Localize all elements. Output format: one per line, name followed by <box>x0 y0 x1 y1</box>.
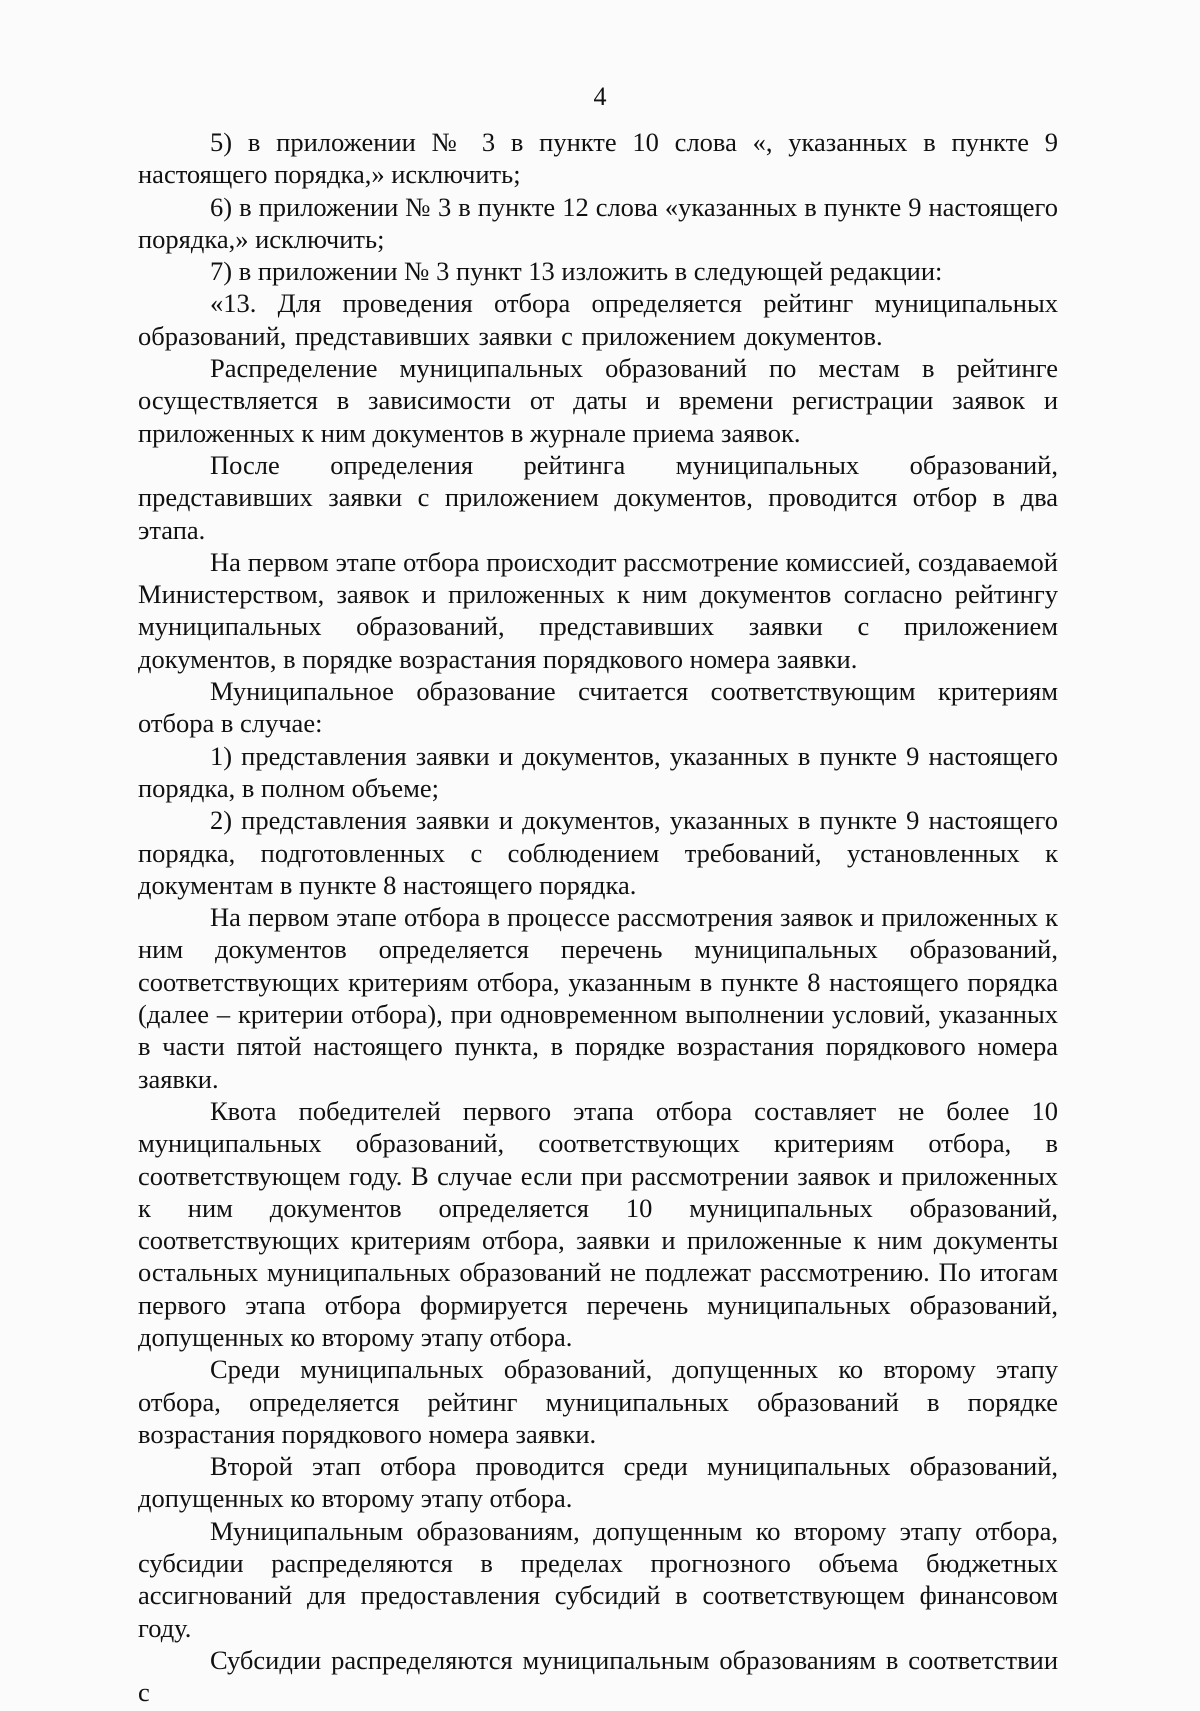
paragraph: 5) в приложении № 3 в пункте 10 слова «, указанных в пункте 9 настоящего порядка,» исключить; <box>138 127 1058 190</box>
paragraph: После определения рейтинга муниципальных образований, представивших заявки с приложением документов, проводится отбор в два этапа. <box>138 449 1058 545</box>
paragraph: 1) представления заявки и документов, указанных в пункте 9 настоящего порядка, в полном объеме; <box>138 740 1058 803</box>
paragraph: Муниципальное образование считается соответствующим критериям отбора в случае: <box>138 676 1058 739</box>
paragraph: Муниципальным образованиям, допущенным ко второму этапу отбора, субсидии распределяются в пределах прогнозного объема бюджетных ассигнований для предоставления субсидий в соответствующем финансовом году. <box>138 1515 1058 1643</box>
paragraph: 6) в приложении № 3 в пункте 12 слова «указанных в пункте 9 настоящего порядка,» исключить; <box>138 191 1058 254</box>
paragraph: «13. Для проведения отбора определяется рейтинг муниципальных образований, представивших заявки с приложением документов. <box>138 288 1058 351</box>
paragraph: Распределение муниципальных образований по местам в рейтинге осуществляется в зависимости от даты и времени регистрации заявок и приложенных к ним документов в журнале приема заявок. <box>138 353 1058 448</box>
paragraph: Среди муниципальных образований, допущенных ко второму этапу отбора, определяется рейтинг муниципальных образований в порядке возрастания порядкового номера заявки. <box>138 1354 1058 1449</box>
paragraph: Второй этап отбора проводится среди муниципальных образований, допущенных ко второму этапу отбора. <box>138 1451 1058 1514</box>
paragraph: На первом этапе отбора происходит рассмотрение комиссией, создаваемой Министерством, заявок и приложенных к ним документов согласно рейтингу муниципальных образований, представивших заявки с приложением документов, в порядке возрастания порядкового номера заявки. <box>138 546 1058 674</box>
paragraph: Квота победителей первого этапа отбора составляет не более 10 муниципальных образований, соответствующих критериям отбора, в соответствующем году. В случае если при рассмотрении заявок и приложенных к ним документов определяется 10 муниципальных образований, соответствующих критериям отбора, заявки и приложенные к ним документы остальных муниципальных образований не подлежат рассмотрению. По итогам первого этапа отбора формируется перечень муниципальных образований, допущенных ко второму этапу отбора. <box>138 1095 1058 1352</box>
paragraph: На первом этапе отбора в процессе рассмотрения заявок и приложенных к ним документов определяется перечень муниципальных образований, соответствующих критериям отбора, указанным в пункте 8 настоящего порядка (далее – критерии отбора), при одновременном выполнении условий, указанных в части пятой настоящего пункта, в порядке возрастания порядкового номера заявки. <box>138 902 1058 1094</box>
paragraph: 7) в приложении № 3 пункт 13 изложить в следующей редакции: <box>210 256 943 287</box>
document-body <box>138 126 1058 1709</box>
paragraph: 2) представления заявки и документов, указанных в пункте 9 настоящего порядка, подготовленных с соблюдением требований, установленных к документам в пункте 8 настоящего порядка. <box>138 805 1058 900</box>
paragraph: Субсидии распределяются муниципальным образованиям в соответствии с <box>138 1644 1058 1708</box>
page-number: 4 <box>593 82 607 111</box>
